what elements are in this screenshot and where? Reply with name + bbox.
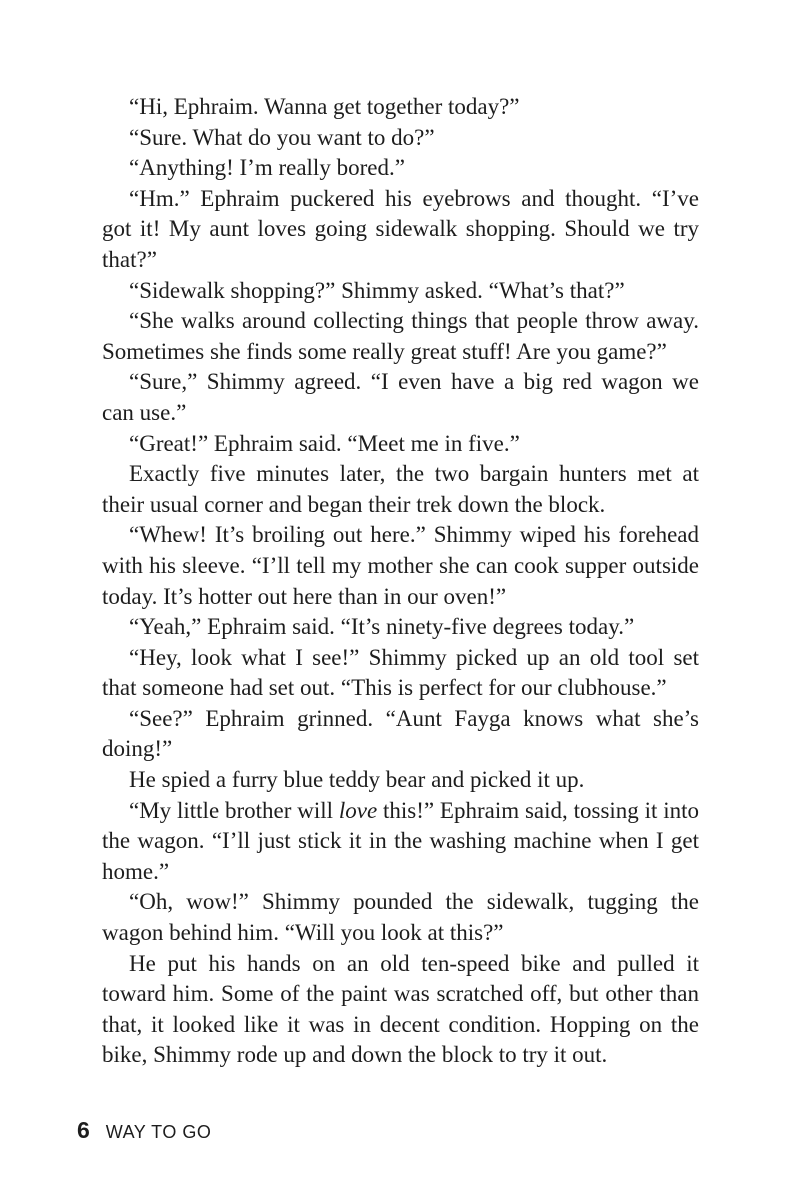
- paragraph: “Sure,” Shimmy agreed. “I even have a big red wagon we can use.”: [102, 369, 699, 425]
- paragraph: He put his hands on an old ten-speed bike and pulled it toward him. Some of the paint was scratched off, but other than that, it looked like it was in decent condition. Hopping on the bike, Shimmy rode up and down the block to try it out.: [102, 950, 699, 1068]
- paragraph: “Anything! I’m really bored.”: [129, 155, 405, 181]
- paragraph-text: “My little brother will: [129, 797, 339, 823]
- page-number: 6: [77, 1117, 90, 1143]
- running-title: WAY TO GO: [105, 1122, 212, 1142]
- body-text: [102, 92, 699, 1071]
- paragraph: “Yeah,” Ephraim said. “It’s ninety-five degrees today.”: [129, 614, 635, 640]
- paragraph: “She walks around collecting things that people throw away. Sometimes she finds some really great stuff! Are you game?”: [102, 308, 699, 364]
- paragraph: He spied a furry blue teddy bear and picked it up.: [129, 767, 585, 793]
- paragraph: “Great!” Ephraim said. “Meet me in five.”: [129, 430, 520, 456]
- paragraph: “See?” Ephraim grinned. “Aunt Fayga knows what she’s doing!”: [102, 705, 699, 762]
- paragraph: “Oh, wow!” Shimmy pounded the sidewalk, tugging the wagon behind him. “Will you look at this?”: [102, 889, 699, 946]
- paragraph: Exactly five minutes later, the two bargain hunters met at their usual corner and began their trek down the block.: [102, 461, 699, 517]
- paragraph: [102, 796, 699, 888]
- paragraph-text: this!” Ephraim said, tossing it into the wagon. “I’ll just stick it in the washing machine when I get home.”: [102, 797, 700, 884]
- emphasized-word: love: [338, 797, 378, 823]
- paragraph: “Hi, Ephraim. Wanna get together today?”: [129, 94, 520, 119]
- paragraph: “Hey, look what I see!” Shimmy picked up an old tool set that someone had set out. “This is perfect for our clubhouse.”: [102, 644, 699, 701]
- paragraph: “Sure. What do you want to do?”: [129, 124, 435, 150]
- paragraph: “Whew! It’s broiling out here.” Shimmy wiped his forehead with his sleeve. “I’ll tell my mother she can cook supper outside today. It’s hotter out here than in our oven!”: [102, 522, 699, 609]
- paragraph: “Hm.” Ephraim puckered his eyebrows and thought. “I’ve got it! My aunt loves going sidewalk shopping. Should we try that?”: [102, 185, 699, 272]
- paragraph: “Sidewalk shopping?” Shimmy asked. “What’s that?”: [129, 277, 625, 303]
- page-footer: [77, 1117, 211, 1147]
